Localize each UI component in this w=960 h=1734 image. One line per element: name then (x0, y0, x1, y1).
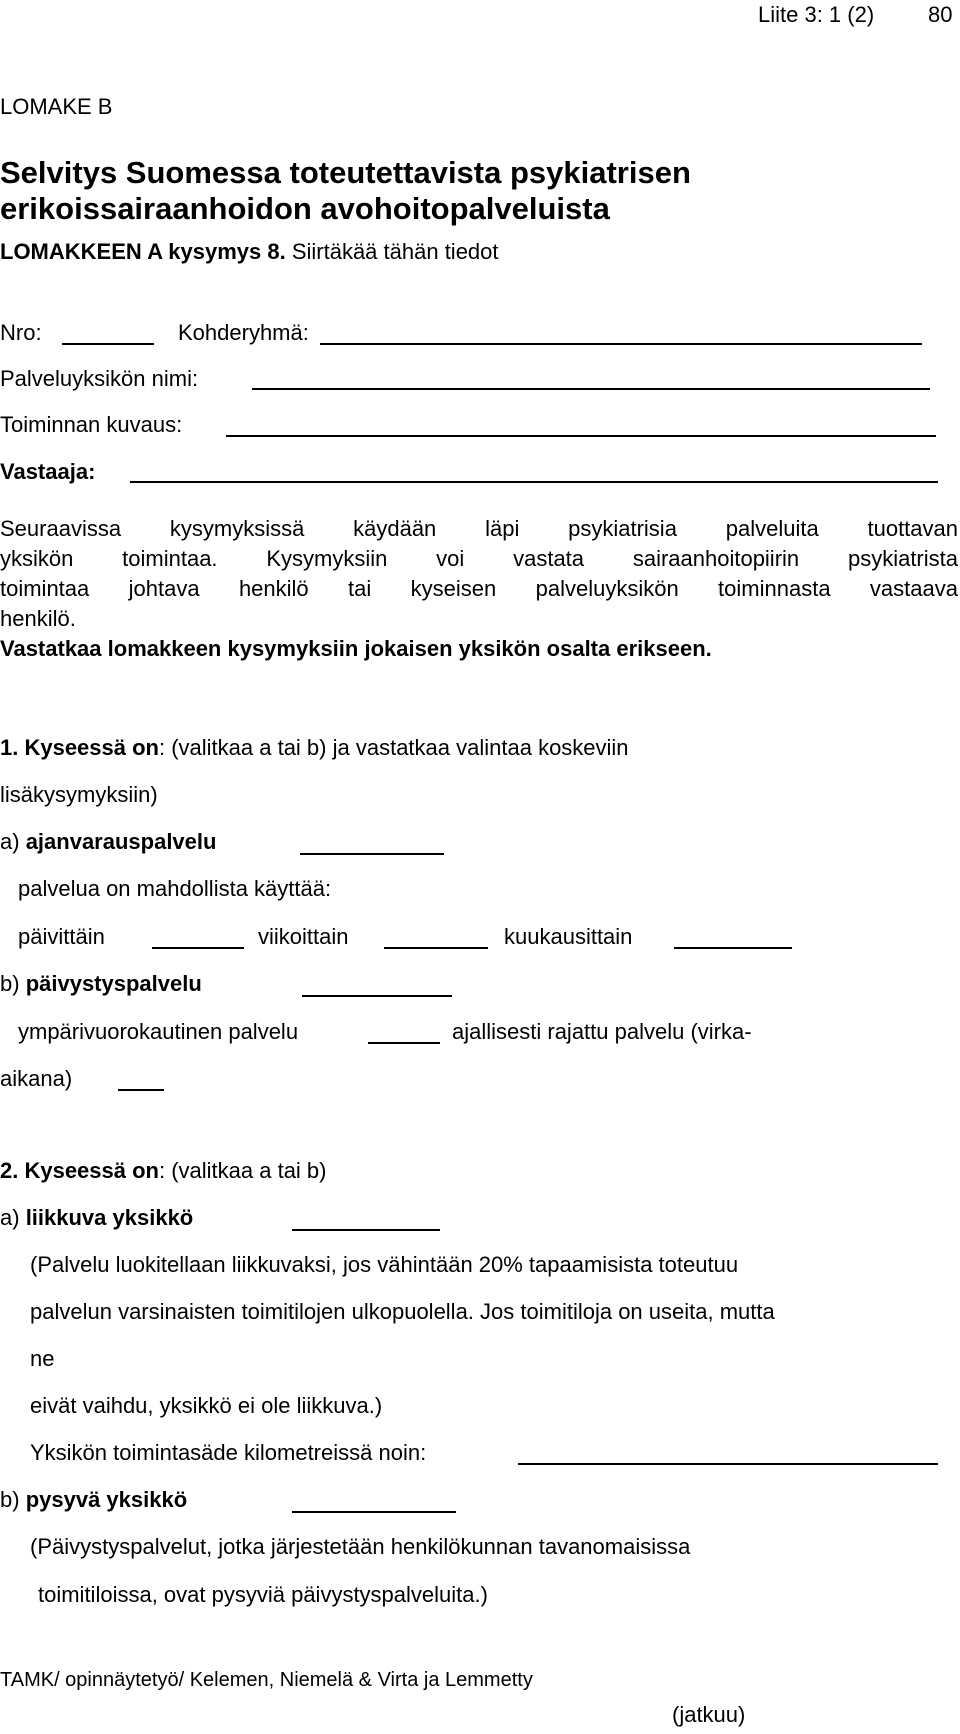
q1-a-prefix: a) (0, 829, 26, 854)
intro-line4: henkilö. (0, 606, 76, 631)
nro-label: Nro: (0, 320, 42, 345)
q1-weekly-answer[interactable] (384, 947, 488, 949)
q1-a-sub: palvelua on mahdollista käyttää: (18, 876, 332, 901)
q2-radius-label: Yksikön toimintasäde kilometreissä noin: (30, 1440, 427, 1465)
q1-b-prefix: b) (0, 971, 26, 996)
q1-heading (0, 735, 629, 761)
q1-a-label: ajanvarauspalvelu (25, 829, 217, 854)
q2-option-b (0, 1487, 187, 1513)
q1-round-clock-answer[interactable] (368, 1042, 440, 1044)
form-id: LOMAKE B (0, 94, 113, 119)
q2-b-answer[interactable] (292, 1511, 456, 1513)
page-number: 80 (928, 2, 953, 27)
q1-limited-answer[interactable] (118, 1089, 164, 1091)
q1-option-b (0, 971, 202, 997)
q2-instruction: : (valitkaa a tai b) (158, 1158, 327, 1183)
q1-instruction-cont: lisäkysymyksiin) (0, 782, 158, 807)
q1-round-clock-label: ympärivuorokautinen palvelu (18, 1019, 299, 1044)
q2-a-note1: (Palvelu luokitellaan liikkuvaksi, jos vähintään 20% tapaamisista toteutuu (30, 1252, 739, 1277)
q1-daily-label: päivittäin (18, 924, 105, 949)
q2-a-prefix: a) (0, 1205, 26, 1230)
toiminnan-kuvaus-label: Toiminnan kuvaus: (0, 412, 183, 437)
q1-weekly-label: viikoittain (258, 924, 349, 949)
q2-b-note1: (Päivystyspalvelut, jotka järjestetään henkilökunnan tavanomaisissa (30, 1534, 691, 1559)
q1-a-answer[interactable] (300, 853, 444, 855)
palveluyksikko-field[interactable] (252, 388, 930, 390)
q2-a-note3: ne (30, 1346, 55, 1371)
appendix-label: Liite 3: 1 (2) (758, 2, 875, 27)
q1-monthly-label: kuukausittain (504, 924, 633, 949)
q1-daily-answer[interactable] (152, 947, 244, 949)
page-title-line1: Selvitys Suomessa toteutettavista psykiatrisen (0, 155, 691, 190)
vastaaja-field[interactable] (130, 481, 938, 483)
q2-option-a (0, 1205, 193, 1231)
page-title-line2: erikoissairaanhoidon avohoitopalveluista (0, 191, 610, 226)
q2-b-note2: toimitiloissa, ovat pysyviä päivystyspalveluita.) (38, 1582, 488, 1607)
q2-a-note2: palvelun varsinaisten toimitilojen ulkopuolella. Jos toimitiloja on useita, mutta (30, 1299, 775, 1324)
q1-limited-label-cont: aikana) (0, 1066, 73, 1091)
intro-line3: toimintaa johtava henkilö tai kyseisen palveluyksikön toiminnasta vastaava (0, 576, 958, 601)
transfer-text: Siirtäkää tähän tiedot (285, 239, 499, 264)
q1-b-answer[interactable] (302, 995, 452, 997)
q1-number: 1. Kyseessä on (0, 735, 159, 760)
vastaaja-label: Vastaaja: (0, 459, 96, 484)
intro-line2: yksikön toimintaa. Kysymyksiin voi vastata sairaanhoitopiirin psykiatrista (0, 546, 958, 571)
intro-emphasis: Vastatkaa lomakkeen kysymyksiin jokaisen yksikön osalta erikseen. (0, 636, 712, 661)
q2-number: 2. Kyseessä on (0, 1158, 159, 1183)
footer-credit: TAMK/ opinnäytetyö/ Kelemen, Niemelä & Virta ja Lemmetty (0, 1669, 533, 1691)
nro-field[interactable] (62, 343, 154, 345)
kohderyhma-field[interactable] (320, 343, 922, 345)
q2-a-note4: eivät vaihdu, yksikkö ei ole liikkuva.) (30, 1393, 383, 1418)
q1-monthly-answer[interactable] (674, 947, 792, 949)
q2-radius-answer[interactable] (518, 1463, 938, 1465)
footer-continues: (jatkuu) (672, 1702, 746, 1727)
q2-a-answer[interactable] (292, 1229, 440, 1231)
q1-option-a (0, 829, 216, 855)
kohderyhma-label: Kohderyhmä: (178, 320, 309, 345)
toiminnan-kuvaus-field[interactable] (226, 435, 936, 437)
q2-a-label: liikkuva yksikkö (25, 1205, 194, 1230)
transfer-instruction (0, 239, 499, 265)
intro-line1: Seuraavissa kysymyksissä käydään läpi psykiatrisia palveluita tuottavan (0, 516, 958, 541)
q1-instruction: : (valitkaa a tai b) ja vastatkaa valintaa koskeviin (158, 735, 629, 760)
q1-limited-label: ajallisesti rajattu palvelu (virka- (452, 1019, 752, 1044)
q1-b-label: päivystyspalvelu (25, 971, 202, 996)
palveluyksikko-label: Palveluyksikön nimi: (0, 366, 199, 391)
q2-b-label: pysyvä yksikkö (25, 1487, 188, 1512)
q2-heading (0, 1158, 327, 1184)
transfer-reference: LOMAKKEEN A kysymys 8. (0, 239, 286, 264)
q2-b-prefix: b) (0, 1487, 26, 1512)
